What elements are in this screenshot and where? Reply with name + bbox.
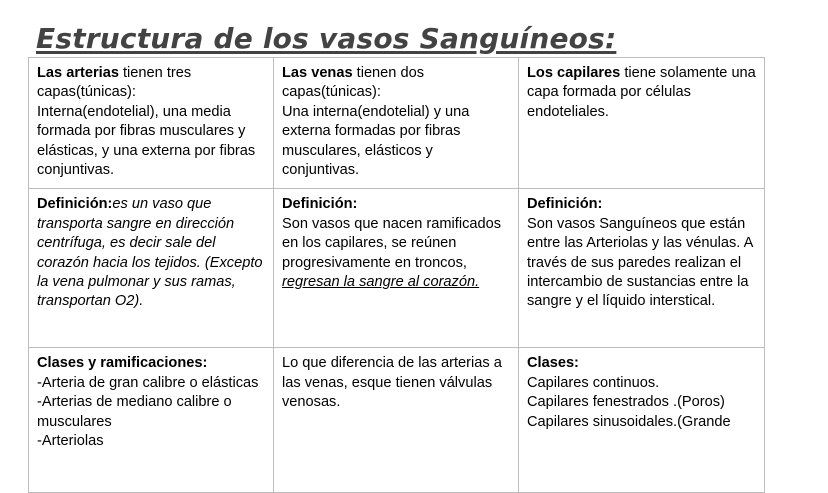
cell-heading: Las arterias [37, 65, 119, 81]
cell-text: tiene solamente una capa formada por células endoteliales. [527, 65, 756, 120]
cell-text: Son vasos Sanguíneos que están entre las Arteriolas y las vénulas. A través de sus paredes realizan el intercambio de sustancias entre la sangre y el líquido interstical. [527, 215, 753, 310]
cell-capilares-capas [519, 58, 765, 189]
cell-label: Definición: [37, 196, 113, 213]
list-item: -Arteriolas [37, 433, 104, 450]
cell-label: Clases: [527, 355, 579, 372]
table-row [29, 58, 765, 189]
cell-venas-diferencia [274, 348, 519, 493]
cell-text: tienen tres capas(túnicas): [37, 65, 192, 101]
cell-emphasis: regresan la sangre al corazón. [282, 274, 480, 291]
cell-label: Definición: [282, 196, 358, 213]
cell-venas-definicion [274, 189, 519, 348]
cell-heading: Los capilares [527, 65, 621, 81]
list-item: -Arteria de gran calibre o elásticas [37, 374, 259, 391]
cell-text: Son vasos que nacen ramificados en los capilares, se reúnen progresivamente en troncos, [282, 215, 502, 271]
page-title: Estructura de los vasos Sanguíneos: [36, 22, 617, 55]
list-item: -Arterias de mediano calibre o musculares [37, 394, 232, 430]
list-item: Capilares fenestrados .(Poros) [527, 394, 725, 411]
cell-heading: Las venas [282, 65, 353, 81]
cell-capilares-definicion [519, 189, 765, 348]
cell-arterias-definicion [29, 189, 274, 348]
cell-arterias-capas [29, 58, 274, 189]
cell-capilares-clases [519, 348, 765, 493]
cell-arterias-clases [29, 348, 274, 493]
cell-text: Una interna(endotelial) y una externa formadas por fibras musculares, elásticos y conjuntivas. [282, 103, 470, 179]
table-row [29, 348, 765, 493]
cell-text: es un vaso que transporta sangre en dirección centrífuga, es decir sale del corazón hacia los tejidos. (Excepto la vena pulmonar y sus ramas, transportan O2). [37, 196, 263, 310]
list-item: Capilares sinusoidales.(Grande [527, 413, 731, 430]
vessels-table [28, 57, 765, 493]
cell-text: Interna(endotelial), una media formada por fibras musculares y elásticas, y una externa por fibras conjuntivas. [37, 103, 256, 179]
cell-label: Clases y ramificaciones: [37, 355, 208, 372]
cell-label: Definición: [527, 196, 603, 213]
list-item: Capilares continuos. [527, 374, 660, 391]
table-row [29, 189, 765, 348]
cell-text: Lo que diferencia de las arterias a las venas, esque tienen válvulas venosas. [282, 355, 502, 411]
cell-venas-capas [274, 58, 519, 189]
cell-text: tienen dos capas(túnicas): [282, 65, 424, 101]
